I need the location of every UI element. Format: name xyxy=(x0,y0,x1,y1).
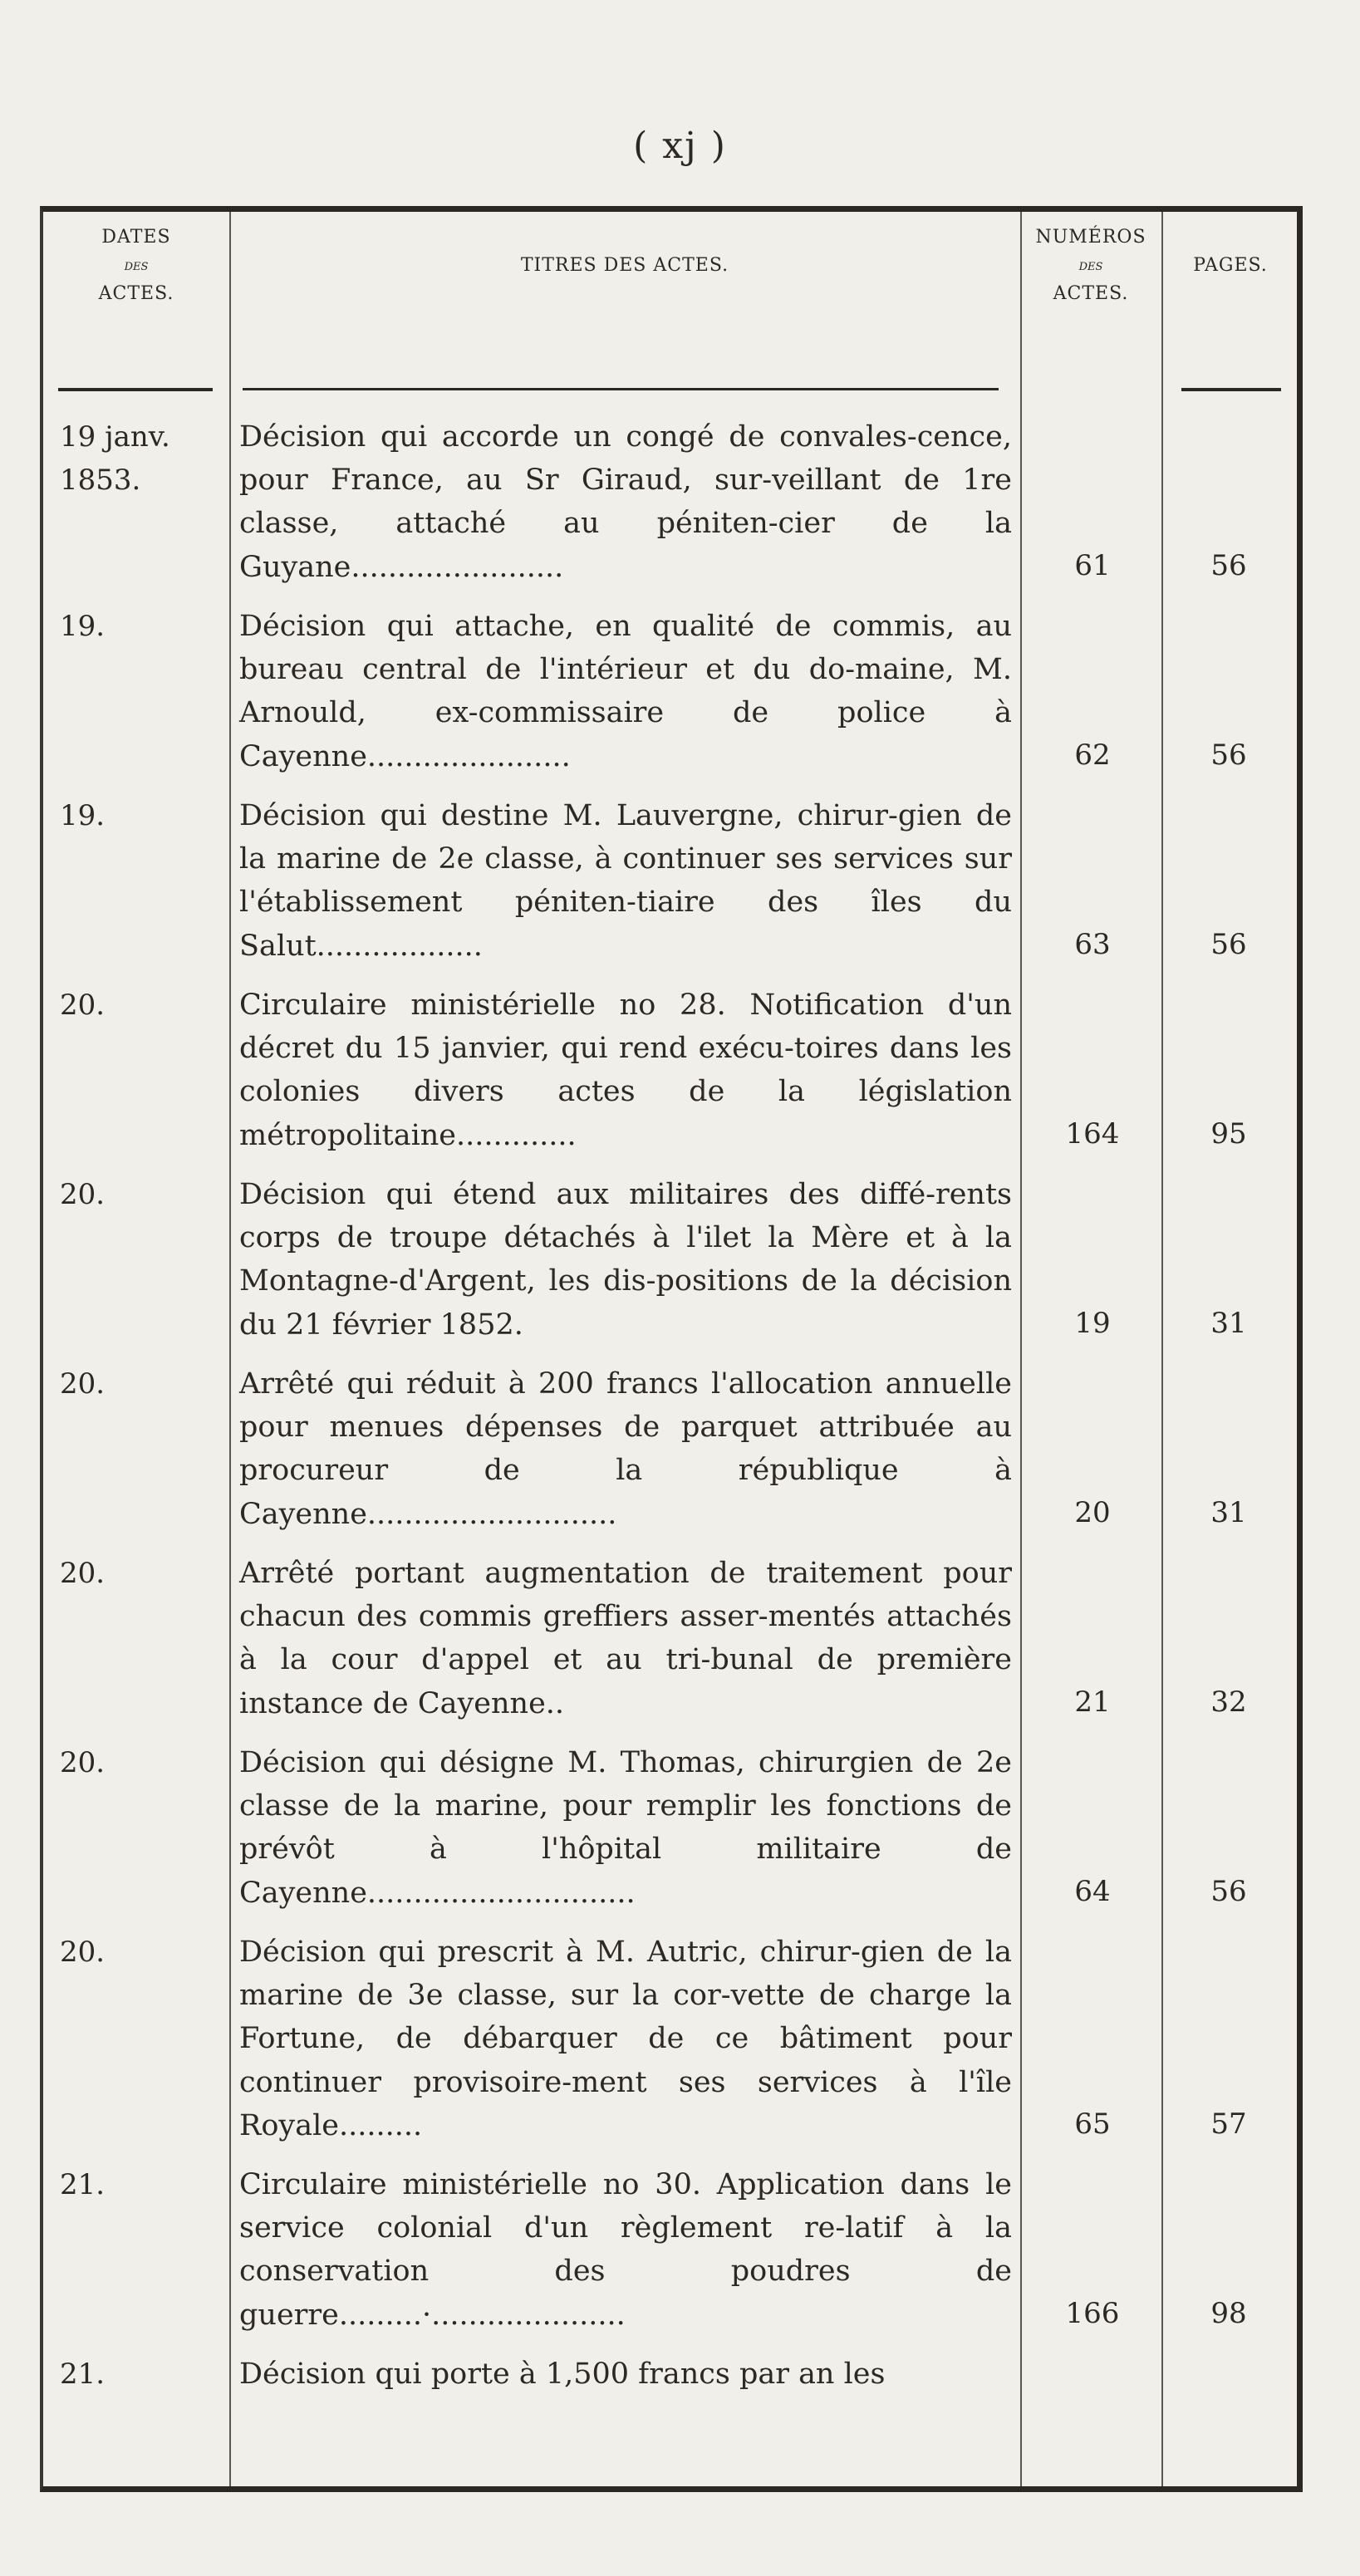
entry-title: Décision qui attache, en qualité de commis, au bureau central de l'intérieur et du do-maine, M. Arnould, ex-commissaire de police à Cayenne...................... xyxy=(239,610,1012,773)
entry-title: Décision qui prescrit à M. Autric, chirur-gien de la marine de 3e classe, sur la cor-vette de charge la Fortune, de débarquer de ce bâtiment pour continuer provisoire-ment ses services à l'île Royale......... xyxy=(239,1936,1012,2142)
entry-page: 32 xyxy=(1210,1685,1247,1719)
entry-date-line: 19 janv. xyxy=(60,420,170,454)
entry-page: 57 xyxy=(1210,2107,1247,2141)
entry-date-line: 19. xyxy=(60,799,106,832)
entry-date-line: 20. xyxy=(60,1178,106,1211)
entry-date-line: 19. xyxy=(60,610,106,643)
entry-title: Décision qui accorde un congé de convales-cence, pour France, au Sr Giraud, sur-veillant de 1re classe, attaché au péniten-cier de la Guyane....................... xyxy=(239,420,1012,584)
entry-date xyxy=(60,984,218,1027)
header-numeros-line2: des xyxy=(1078,257,1103,274)
entry-number: 61 xyxy=(1074,548,1111,582)
entry-date xyxy=(60,2163,218,2206)
header-rule xyxy=(58,388,213,391)
entry-page: 56 xyxy=(1210,927,1247,961)
header-numeros-line3: ACTES. xyxy=(1053,283,1129,304)
header-rule xyxy=(1181,388,1281,391)
entry-number: 164 xyxy=(1065,1116,1120,1151)
header-rule xyxy=(243,388,999,390)
entry-number: 166 xyxy=(1065,2296,1120,2330)
entry-date-line: 20. xyxy=(60,1936,106,1969)
header-numeros xyxy=(1020,223,1161,308)
entry-title: Décision qui étend aux militaires des diffé-rents corps de troupe détachés à l'ilet la Mère et à la Montagne-d'Argent, les dis-positions de la décision du 21 février 1852. xyxy=(239,1178,1012,1342)
header-titles: TITRES DES ACTES. xyxy=(520,255,729,276)
entry-date-line: 1853. xyxy=(60,464,141,497)
entry-number: 65 xyxy=(1074,2107,1111,2141)
entry-date-line: 20. xyxy=(60,1367,106,1401)
entry-date-line: 20. xyxy=(60,1557,106,1590)
entry-date xyxy=(60,605,218,648)
entry-date xyxy=(60,2353,218,2396)
entry-page: 98 xyxy=(1210,2296,1247,2330)
entry-page: 56 xyxy=(1210,1874,1247,1908)
entry-title: Arrêté qui réduit à 200 francs l'allocation annuelle pour menues dépenses de parquet attribuée au procureur de la république à Cayenne........................... xyxy=(239,1367,1012,1531)
entry-title: Circulaire ministérielle no 30. Application dans le service colonial d'un règlement re-latif à la conservation des poudres de guerre.........·..................... xyxy=(239,2168,1012,2332)
entry-page: 31 xyxy=(1210,1495,1247,1529)
header-dates-line1: DATES xyxy=(101,227,171,248)
entry-date xyxy=(60,415,218,502)
entry-number: 20 xyxy=(1074,1495,1111,1529)
entry-date xyxy=(60,1931,218,1974)
column-divider xyxy=(1020,212,1022,2486)
entry-number: 63 xyxy=(1074,927,1111,961)
entry-date xyxy=(60,1173,218,1216)
entry-page: 95 xyxy=(1210,1116,1247,1151)
entry-title: Arrêté portant augmentation de traitement pour chacun des commis greffiers asser-mentés attachés à la cour d'appel et au tri-bunal de première instance de Cayenne.. xyxy=(239,1557,1012,1720)
index-table xyxy=(40,206,1303,2492)
header-dates-line2: des xyxy=(124,257,149,274)
entry-date-line: 21. xyxy=(60,2358,106,2391)
entry-number: 19 xyxy=(1074,1306,1111,1340)
entry-title: Décision qui porte à 1,500 francs par an les xyxy=(239,2358,886,2391)
entry-date xyxy=(60,1362,218,1406)
column-divider xyxy=(1161,212,1163,2486)
entry-page: 31 xyxy=(1210,1306,1247,1340)
entry-date xyxy=(60,1552,218,1595)
entry-date xyxy=(60,794,218,837)
header-pages: PAGES. xyxy=(1193,255,1268,276)
header-dates xyxy=(43,223,229,308)
column-divider xyxy=(229,212,231,2486)
entry-date xyxy=(60,1741,218,1784)
entry-number: 62 xyxy=(1074,738,1111,772)
entry-title: Décision qui destine M. Lauvergne, chirur-gien de la marine de 2e classe, à continuer ses services sur l'établissement péniten-tiaire des îles du Salut.................. xyxy=(239,799,1012,963)
entry-date-line: 20. xyxy=(60,1746,106,1779)
header-numeros-line1: NUMÉROS xyxy=(1035,227,1146,248)
entry-number: 64 xyxy=(1074,1874,1111,1908)
entry-page: 56 xyxy=(1210,548,1247,582)
entry-date-line: 21. xyxy=(60,2168,106,2201)
entry-title: Décision qui désigne M. Thomas, chirurgien de 2e classe de la marine, pour remplir les fonctions de prévôt à l'hôpital militaire de Cayenne............................. xyxy=(239,1746,1012,1910)
header-dates-line3: ACTES. xyxy=(98,283,174,304)
page-number: ( xj ) xyxy=(633,125,727,167)
entry-page: 56 xyxy=(1210,738,1247,772)
entry-title: Circulaire ministérielle no 28. Notification d'un décret du 15 janvier, qui rend exécu-toires dans les colonies divers actes de la législation métropolitaine............. xyxy=(239,989,1012,1152)
entry-date-line: 20. xyxy=(60,989,106,1022)
entry-number: 21 xyxy=(1074,1685,1111,1719)
